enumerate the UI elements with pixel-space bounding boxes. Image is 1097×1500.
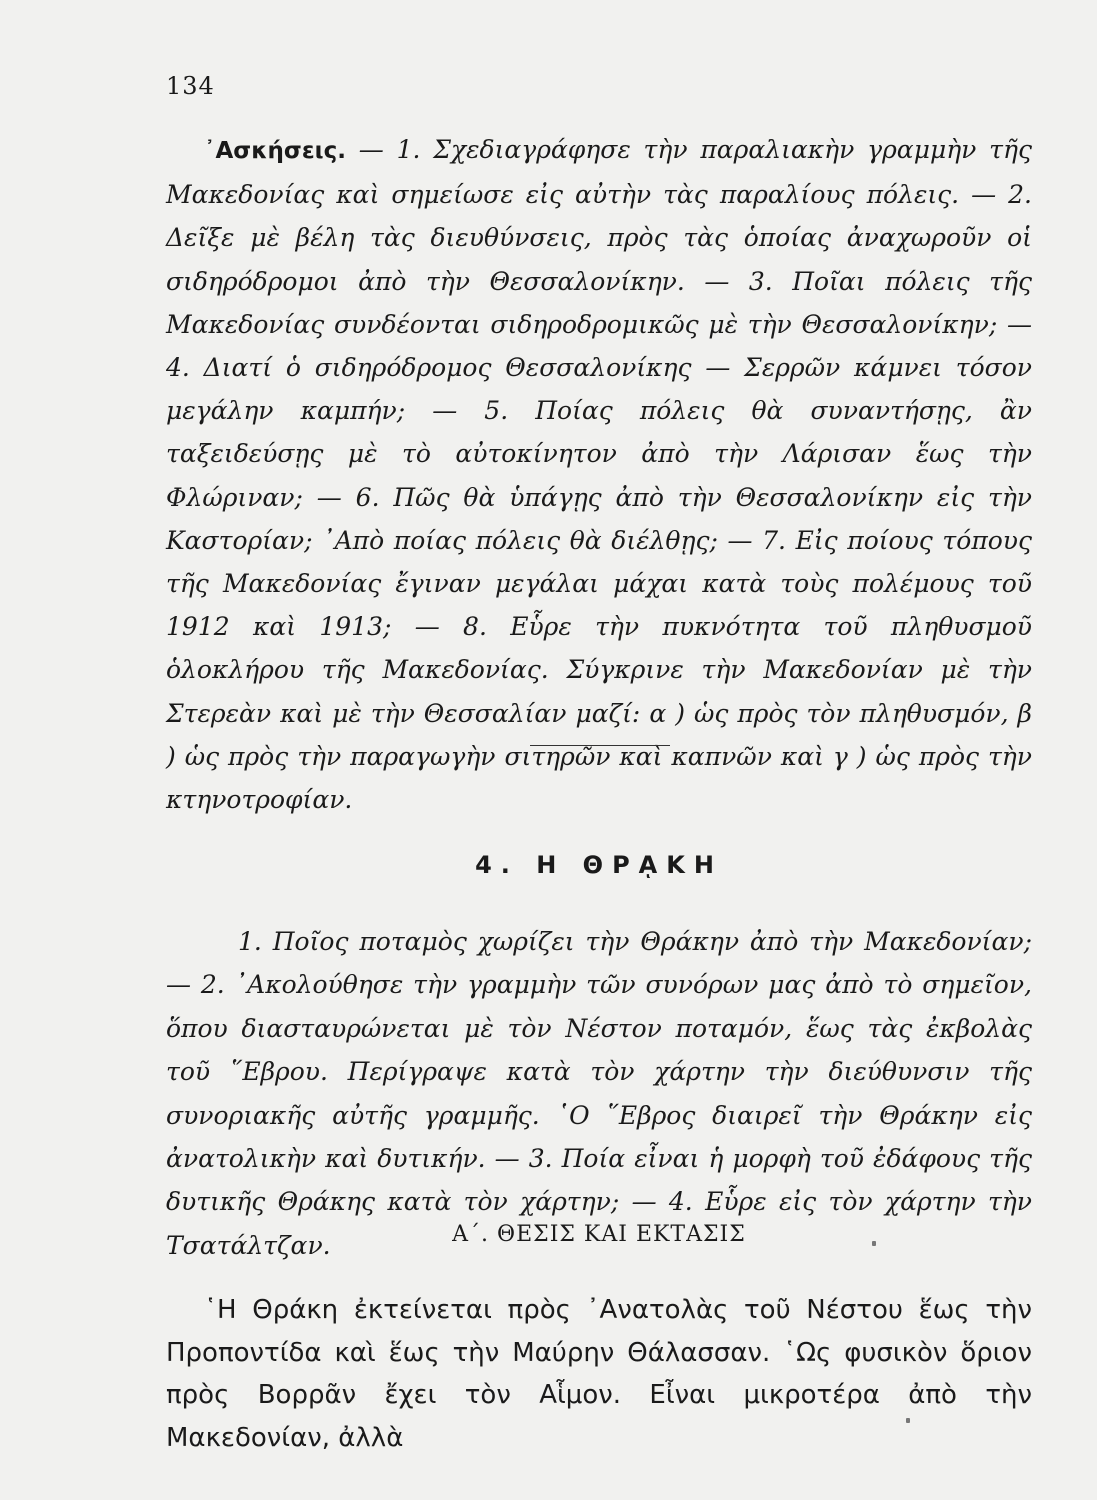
exercises-text: — 1. Σχεδιαγράφησε τὴν παραλιακὴν γραμμὴν τῆς Μακεδονίας καὶ σημείωσε εἰς αὐτὴν τὰς παραλίους πόλεις. — 2. Δεῖξε μὲ βέλη τὰς διευθύνσεις, πρὸς τὰς ὁποίας ἀναχωροῦν οἱ σιδηρόδρομοι ἀπὸ τὴν Θεσσαλονίκην. — 3. Ποῖαι πόλεις τῆς Μακεδονίας συνδέονται σιδηροδρομικῶς μὲ τὴν Θεσσαλονίκην; — 4. Διατί ὁ σιδηρόδρομος Θεσσαλονίκης — Σερρῶν κάμνει τόσον μεγάλην καμπήν; — 5. Ποίας πόλεις θὰ συναντήσῃς, ἂν ταξειδεύσῃς μὲ τὸ αὐτοκίνητον ἀπὸ τὴν Λάρισαν ἕως τὴν Φλώριναν; — 6. Πῶς θὰ ὑπάγῃς ἀπὸ τὴν Θεσσαλονίκην εἰς τὴν Καστορίαν; ᾿Απὸ ποίας πόλεις θὰ διέλθῃς; — 7. Εἰς ποίους τόπους τῆς Μακεδονίας ἔγιναν μεγάλαι μάχαι κατὰ τοὺς πολέμους τοῦ 1912 καὶ 1913; — 8. Εὗρε τὴν πυκνότητα τοῦ πληθυσμοῦ ὁλοκλήρου τῆς Μακεδονίας. Σύγκρινε τὴν Μακεδονίαν μὲ τὴν Στερεὰν καὶ μὲ τὴν Θεσσαλίαν μαζί: α ) ὡς πρὸς τὸν πληθυσμόν, β ) ὡς πρὸς τὴν παραγωγὴν σιτηρῶν καὶ καπνῶν καὶ γ ) ὡς πρὸς τὴν κτηνοτροφίαν. <box>166 135 1032 815</box>
section-body-text: ῾Η Θράκη ἐκτείνεται πρὸς ᾿Ανατολὰς τοῦ Νέστου ἕως τὴν Προποντίδα καὶ ἕως τὴν Μαύρην Θάλασσαν. ῾Ως φυσικὸν ὅριον πρὸς Βορρᾶν ἔχει τὸν Αἷμον. Εἶναι μικροτέρα ἀπὸ τὴν Μακεδονίαν, ἀλλὰ <box>166 1295 1032 1453</box>
page-number: 134 <box>166 72 215 100</box>
scan-speck <box>872 1241 876 1246</box>
chapter-questions: 1. Ποῖος ποταμὸς χωρίζει τὴν Θράκην ἀπὸ τὴν Μακεδονίαν; — 2. ᾿Ακολούθησε τὴν γραμμὴν τῶν συνόρων μας ἀπὸ τὸ σημεῖον, ὅπου διασταυρώνεται μὲ τὸν Νέστον ποταμόν, ἕως τὰς ἐκβολὰς τοῦ ῞Εβρου. Περίγραψε κατὰ τὸν χάρτην τὴν διεύθυνσιν τῆς συνοριακῆς αὐτῆς γραμμῆς. ῾Ο ῞Εβρος διαιρεῖ τὴν Θράκην εἰς ἀνατολικὴν καὶ δυτικήν. — 3. Ποία εἶναι ἡ μορφὴ τοῦ ἐδάφους τῆς δυτικῆς Θράκης κατὰ τὸν χάρτην; — 4. Εὗρε εἰς τὸν χάρτην τὴν Τσατάλτζαν. <box>166 927 1032 1260</box>
section-title: Α΄. ΘΕΣΙΣ ΚΑΙ ΕΚΤΑΣΙΣ <box>452 1222 746 1247</box>
exercises-paragraph <box>166 128 1032 821</box>
section-divider <box>530 745 670 746</box>
chapter-title: 4. Η ΘΡᾼΚΗ <box>475 851 723 879</box>
exercises-heading: ᾿Ασκήσεις. <box>204 138 346 164</box>
scan-speck <box>906 1418 910 1423</box>
